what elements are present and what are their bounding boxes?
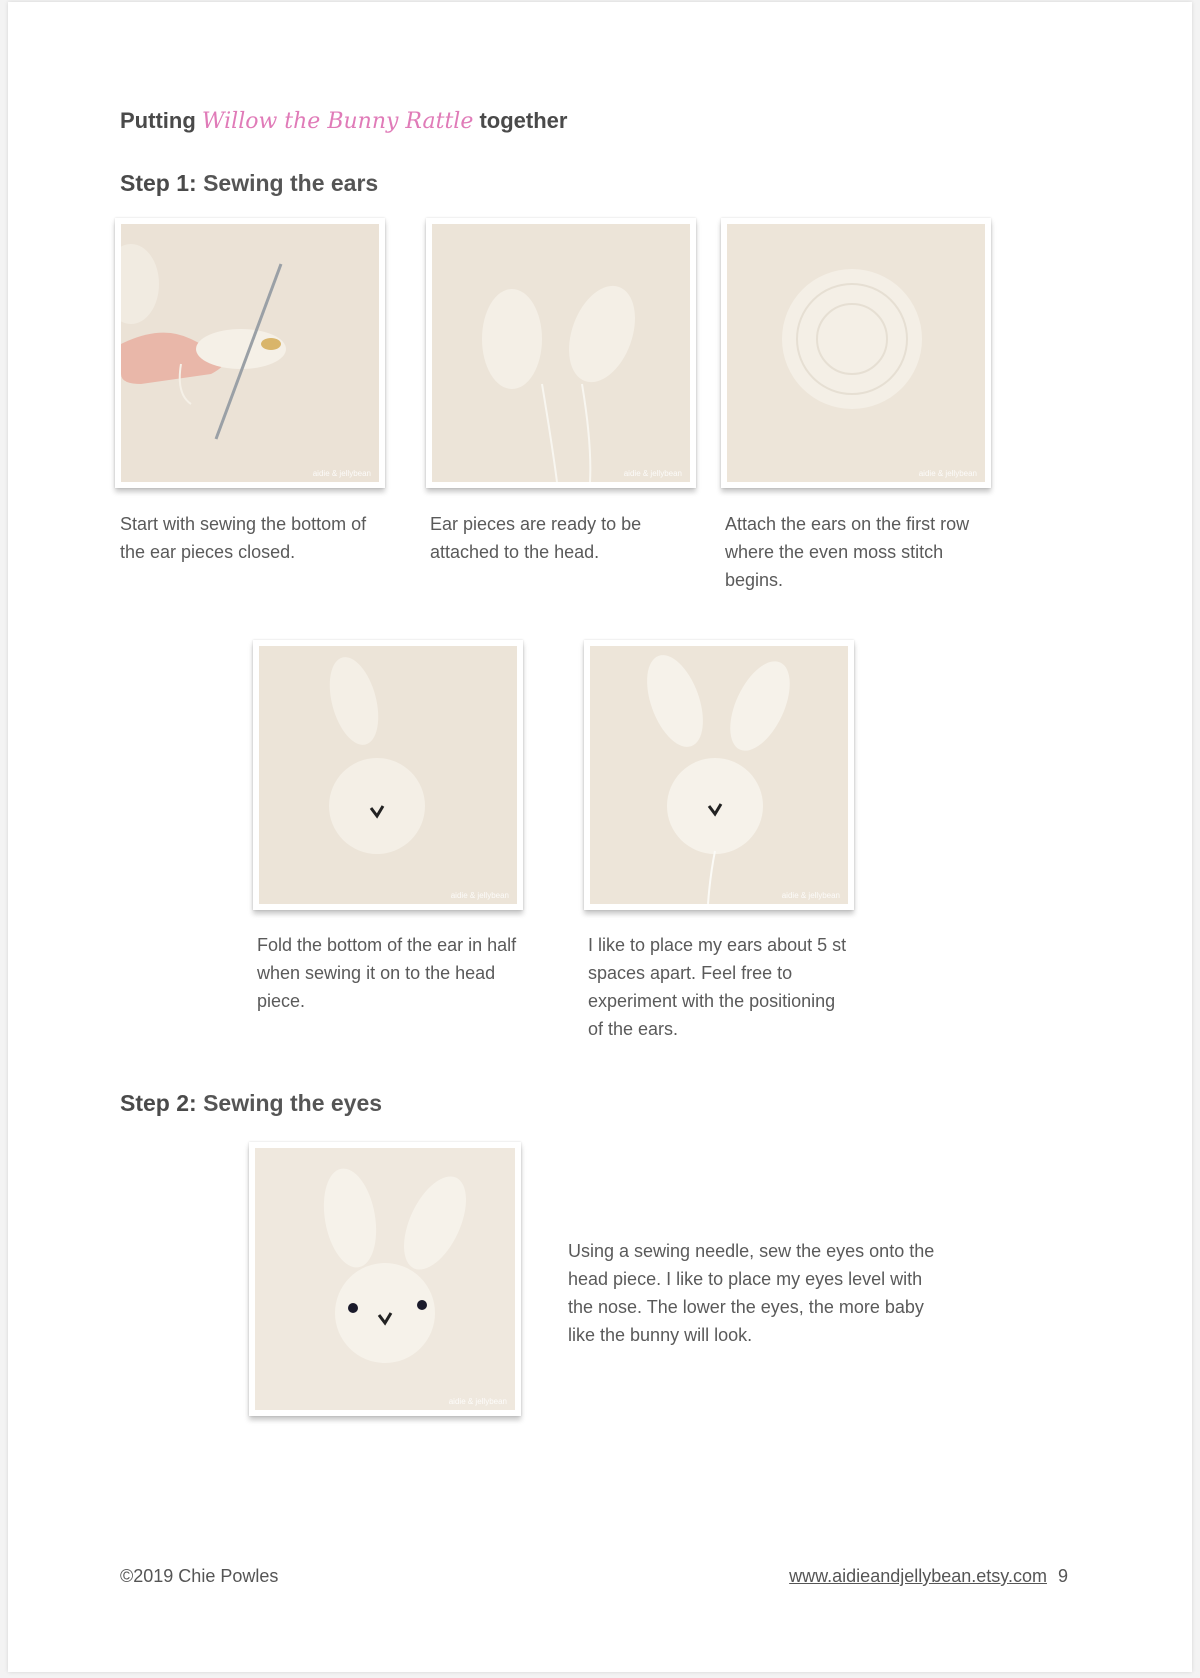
head-ball-illustration bbox=[727, 224, 985, 482]
photo-watermark: aidie & jellybean bbox=[448, 1397, 507, 1406]
caption-photo-5: I like to place my ears about 5 st spaces apart. Feel free to experiment with the positioning of the ears. bbox=[588, 935, 847, 1039]
photo-watermark: aidie & jellybean bbox=[918, 469, 977, 478]
bunny-eyes-illustration bbox=[255, 1148, 515, 1410]
caption-photo-1: Start with sewing the bottom of the ear pieces closed. bbox=[120, 514, 367, 562]
footer-copyright: ©2019 Chie Powles bbox=[120, 1566, 279, 1586]
ear-pieces-illustration bbox=[432, 224, 690, 482]
footer-right bbox=[789, 1566, 1068, 1587]
step1-heading bbox=[120, 170, 378, 197]
needle-ear-illustration bbox=[121, 224, 379, 482]
document-page bbox=[8, 2, 1192, 1672]
photo-watermark: aidie & jellybean bbox=[623, 469, 682, 478]
website-link[interactable]: www.aidieandjellybean.etsy.com bbox=[789, 1566, 1047, 1586]
title-prefix: Putting bbox=[120, 108, 196, 133]
caption-photo-2: Ear pieces are ready to be attached to the head. bbox=[430, 514, 642, 562]
photo-one-ear-attached bbox=[253, 640, 523, 910]
photo-watermark: aidie & jellybean bbox=[450, 891, 509, 900]
photo-head-ball bbox=[721, 218, 991, 488]
title-pattern-name: Willow the Bunny Rattle bbox=[201, 109, 474, 134]
page-title bbox=[120, 108, 567, 134]
photo-watermark: aidie & jellybean bbox=[312, 469, 371, 478]
caption-photo-3: Attach the ears on the first row where the even moss stitch begins. bbox=[725, 514, 970, 590]
step2-label: Step 2: bbox=[120, 1090, 197, 1116]
caption-photo-4: Fold the bottom of the ear in half when sewing it on to the head piece. bbox=[257, 935, 517, 1011]
bunny-one-ear-illustration bbox=[259, 646, 517, 904]
step1-label: Step 1: bbox=[120, 170, 197, 196]
photo-watermark: aidie & jellybean bbox=[781, 891, 840, 900]
photo-bunny-eyes bbox=[249, 1142, 521, 1416]
caption-step2: Using a sewing needle, sew the eyes onto the head piece. I like to place my eyes level with the nose. The lower the eyes, the more baby like the bunny will look. bbox=[568, 1241, 935, 1345]
photo-sewing-ear bbox=[115, 218, 385, 488]
photo-two-ears-attached bbox=[584, 640, 854, 910]
step1-text: Sewing the ears bbox=[203, 170, 379, 196]
title-suffix: together bbox=[479, 108, 568, 133]
step2-text: Sewing the eyes bbox=[203, 1090, 383, 1116]
page-number: 9 bbox=[1057, 1566, 1068, 1586]
bunny-two-ears-illustration bbox=[590, 646, 848, 904]
photo-ear-pieces bbox=[426, 218, 696, 488]
step2-heading bbox=[120, 1090, 382, 1117]
